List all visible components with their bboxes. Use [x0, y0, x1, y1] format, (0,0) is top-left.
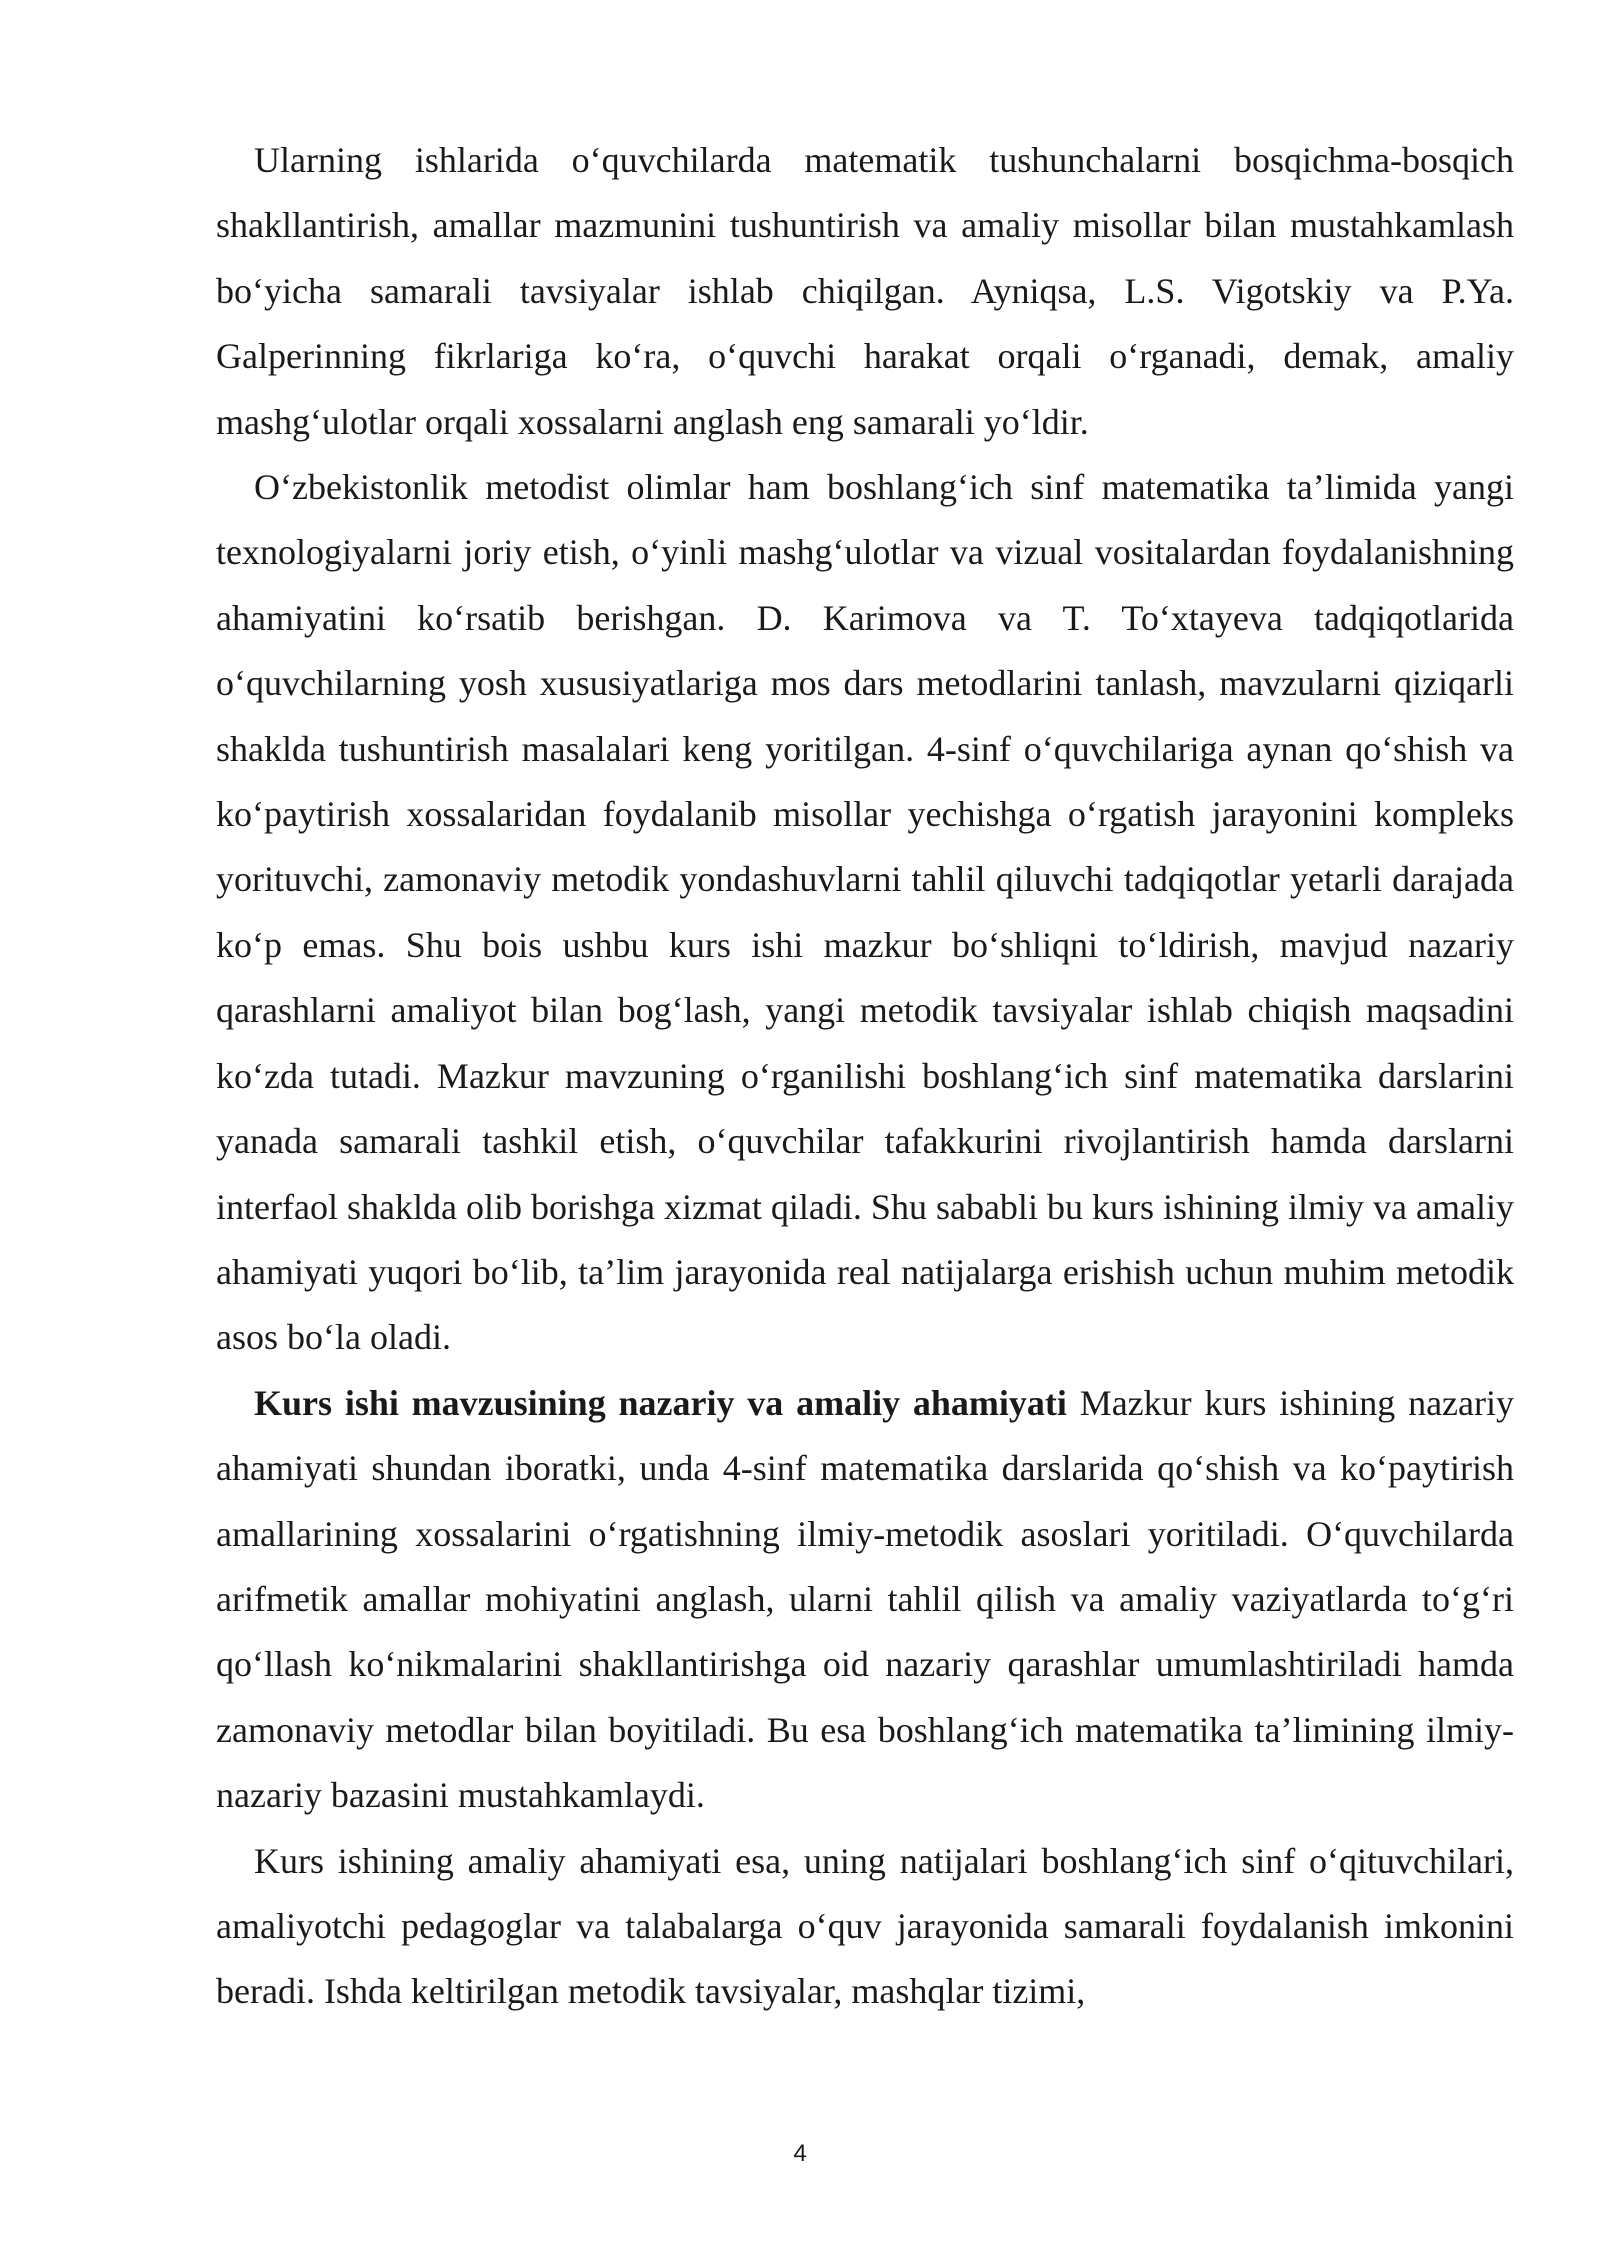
paragraph-3 [216, 1371, 1514, 1829]
paragraph-2-text: O‘zbekistonlik metodist olimlar ham boshlang‘ich sinf matematika ta’limida yangi texnologiyalarni joriy etish, o‘yinli mashg‘ulotlar va vizual vositalardan foydalanishning ahamiyatini ko‘rsatib berishgan. D. Karimova va T. To‘xtayeva tadqiqotlarida o‘quvchilarning yosh xususiyatlariga mos dars metodlarini tanlash, mavzularni qiziqarli shaklda tushuntirish masalalari keng yoritilgan. 4-sinf o‘quvchilariga aynan qo‘shish va ko‘paytirish xossalaridan foydalanib misollar yechishga o‘rgatish jarayonini kompleks yorituvchi, zamonaviy metodik yondashuvlarni tahlil qiluvchi tadqiqotlar yetarli darajada ko‘p emas. Shu bois ushbu kurs ishi mazkur bo‘shliqni to‘ldirish, mavjud nazariy qarashlarni amaliyot bilan bog‘lash, yangi metodik tavsiyalar ishlab chiqish maqsadini ko‘zda tutadi. Mazkur mavzuning o‘rganilishi boshlang‘ich sinf matematika darslarini yanada samarali tashkil etish, o‘quvchilar tafakkurini rivojlantirish hamda darslarni interfaol shaklda olib borishga xizmat qiladi. Shu sababli bu kurs ishining ilmiy va amaliy ahamiyati yuqori bo‘lib, ta’lim jarayonida real natijalarga erishish uchun muhim metodik asos bo‘la oladi. [216, 467, 1514, 1358]
paragraph-2 [216, 455, 1514, 1371]
section-heading-inline: Kurs ishi mavzusining nazariy va amaliy ahamiyati [254, 1382, 1067, 1423]
document-page [216, 128, 1514, 2025]
paragraph-1 [216, 128, 1514, 455]
paragraph-4-text: Kurs ishining amaliy ahamiyati esa, uning natijalari boshlang‘ich sinf o‘qituvchilari, amaliyotchi pedagoglar va talabalarga o‘quv jarayonida samarali foydalanish imkonini beradi. Ishda keltirilgan metodik tavsiyalar, mashqlar tizimi, [216, 1840, 1514, 2012]
page-number: 4 [793, 2140, 807, 2167]
paragraph-1-text: Ularning ishlarida o‘quvchilarda matematik tushunchalarni bosqichma-bosqich shakllantirish, amallar mazmunini tushuntirish va amaliy misollar bilan mustahkamlash bo‘yicha samarali tavsiyalar ishlab chiqilgan. Ayniqsa, L.S. Vigotskiy va P.Ya. Galperinning fikrlariga ko‘ra, o‘quvchi harakat orqali o‘rganadi, demak, amaliy mashg‘ulotlar orqali xossalarni anglash eng samarali yo‘ldir. [216, 140, 1514, 442]
paragraph-3-text: Mazkur kurs ishining nazariy ahamiyati shundan iboratki, unda 4-sinf matematika darslarida qo‘shish va ko‘paytirish amallarining xossalarini o‘rgatishning ilmiy-metodik asoslari yoritiladi. O‘quvchilarda arifmetik amallar mohiyatini anglash, ularni tahlil qilish va amaliy vaziyatlarda to‘g‘ri qo‘llash ko‘nikmalarini shakllantirishga oid nazariy qarashlar umumlashtiriladi hamda zamonaviy metodlar bilan boyitiladi. Bu esa boshlang‘ich matematika ta’limining ilmiy-nazariy bazasini mustahkamlaydi. [216, 1382, 1514, 1816]
paragraph-4 [216, 1829, 1514, 2025]
